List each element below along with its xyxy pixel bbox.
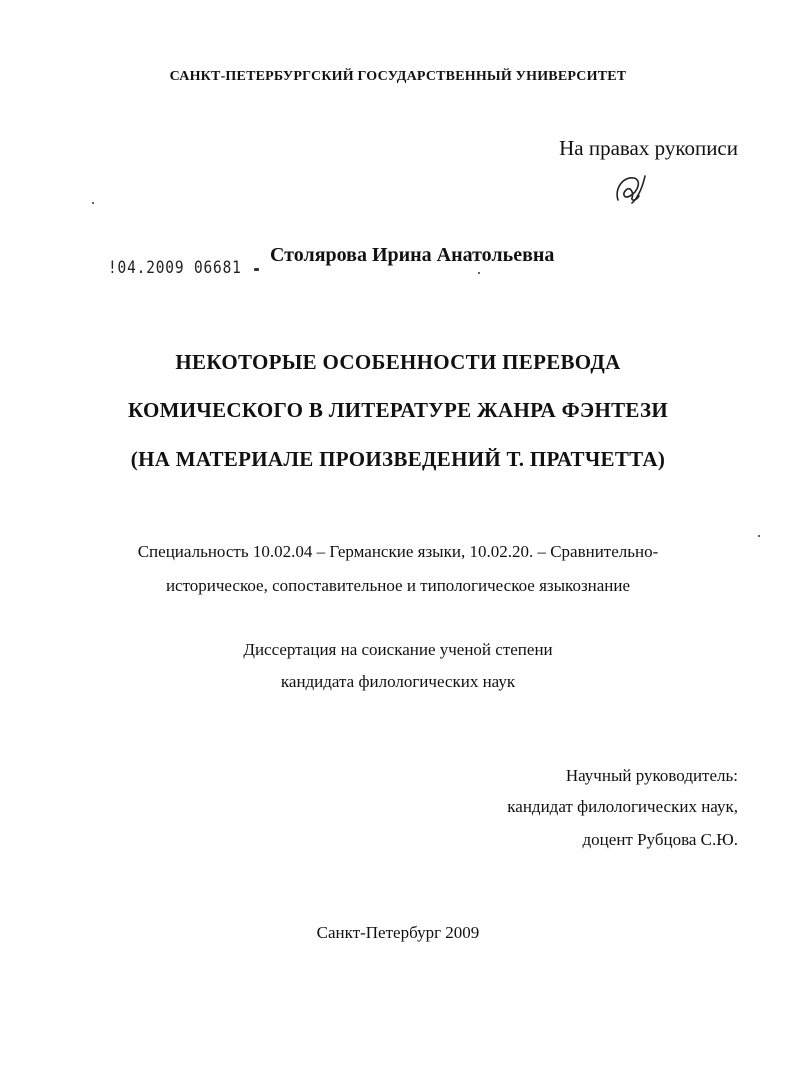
archive-code: !04.2009 06681 xyxy=(108,258,242,278)
city-year: Санкт-Петербург 2009 xyxy=(316,923,480,942)
advisor-label: Научный руководитель: xyxy=(565,766,738,785)
scan-speck xyxy=(254,268,259,271)
scan-speck xyxy=(478,272,480,274)
scan-speck xyxy=(92,202,94,204)
scan-speck xyxy=(758,535,760,537)
title-line-3: (НА МАТЕРИАЛЕ ПРОИЗВЕДЕНИЙ Т. ПРАТЧЕТТА) xyxy=(130,447,666,471)
dissertation-line-2: кандидата филологических наук xyxy=(280,672,516,691)
author-name: Столярова Ирина Анатольевна xyxy=(270,244,555,266)
advisor-degree: кандидат филологических наук, xyxy=(507,797,738,816)
handwritten-signature xyxy=(612,170,648,210)
specialty-line-2: историческое, сопоставительное и типологическое языкознание xyxy=(165,576,631,595)
advisor-name: доцент Рубцова С.Ю. xyxy=(582,830,738,849)
title-line-2: КОМИЧЕСКОГО В ЛИТЕРАТУРЕ ЖАНРА ФЭНТЕЗИ xyxy=(128,398,668,422)
title-line-1: НЕКОТОРЫЕ ОСОБЕННОСТИ ПЕРЕВОДА xyxy=(175,350,621,374)
specialty-line-1: Специальность 10.02.04 – Германские языки, 10.02.20. – Сравнительно- xyxy=(137,542,659,561)
dissertation-line-1: Диссертация на соискание ученой степени xyxy=(243,640,553,659)
rights-note: На правах рукописи xyxy=(559,136,738,160)
university-name: САНКТ-ПЕТЕРБУРГСКИЙ ГОСУДАРСТВЕННЫЙ УНИВЕРСИТЕТ xyxy=(169,69,627,84)
